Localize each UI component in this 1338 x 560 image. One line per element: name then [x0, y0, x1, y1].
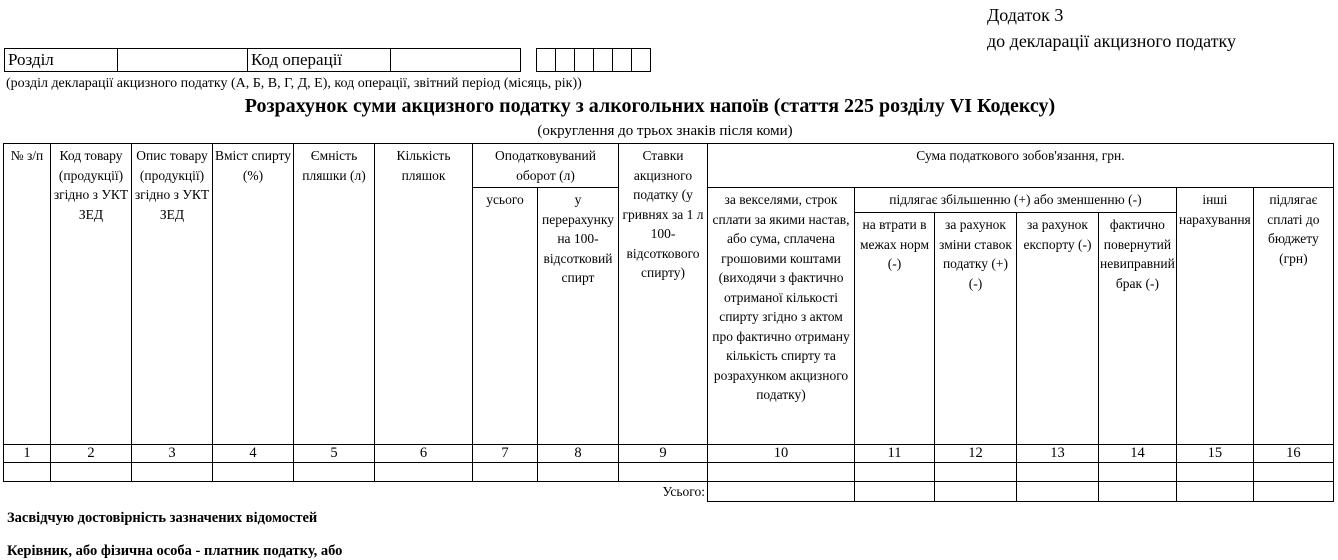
col-header-1: № з/п: [4, 144, 51, 445]
appendix-subtitle: до декларації акцизного податку: [987, 31, 1236, 51]
tax-table: [3, 143, 1334, 502]
period-box[interactable]: [575, 49, 594, 72]
col-header-16: підлягає сплаті до бюджету (грн): [1253, 188, 1333, 445]
table-cell[interactable]: [538, 463, 619, 482]
col-header-3: Опис товару (продукції) згідно з УКТ ЗЕД: [132, 144, 213, 445]
col-header-8: у перерахунку на 100-відсотковий спирт: [538, 188, 619, 445]
col-number: 5: [294, 445, 375, 463]
col-header-5: Ємність пляшки (л): [294, 144, 375, 445]
col-number: 2: [51, 445, 132, 463]
signatory-label: Керівник, або фізична особа - платник податку, або: [7, 543, 343, 559]
total-cell[interactable]: [708, 482, 855, 502]
table-cell[interactable]: [855, 463, 935, 482]
period-box[interactable]: [537, 49, 556, 72]
col-number: 3: [132, 445, 213, 463]
col-number: 11: [855, 445, 935, 463]
col-number: 14: [1099, 445, 1177, 463]
period-box[interactable]: [594, 49, 613, 72]
table-cell[interactable]: [473, 463, 538, 482]
col-header-13: за рахунок експорту (-): [1017, 213, 1099, 445]
rounding-note: (округлення до трьох знаків після коми): [537, 123, 793, 139]
col-header-2: Код товару (продукції) згідно з УКТ ЗЕД: [51, 144, 132, 445]
total-cell[interactable]: [855, 482, 935, 502]
col-header-15: інші нарахування: [1176, 188, 1253, 445]
table-cell[interactable]: [294, 463, 375, 482]
table-cell[interactable]: [619, 463, 708, 482]
col-number: 15: [1176, 445, 1253, 463]
period-box[interactable]: [632, 49, 651, 72]
col-number: 8: [538, 445, 619, 463]
table-cell[interactable]: [935, 463, 1017, 482]
total-cell[interactable]: [1253, 482, 1333, 502]
opcode-field[interactable]: [391, 49, 521, 72]
header-fields: [4, 48, 521, 72]
total-cell[interactable]: [1176, 482, 1253, 502]
appendix-heading: [987, 2, 1236, 54]
table-cell[interactable]: [132, 463, 213, 482]
table-cell[interactable]: [708, 463, 855, 482]
col-header-9: Ставки акцизного податку (у гривнях за 1 л 100-відсоткового спирту): [619, 144, 708, 445]
col-header-4: Вміст спирту (%): [213, 144, 294, 445]
group-header-turnover: Оподатковуваний оборот (л): [473, 144, 619, 188]
section-field[interactable]: [118, 49, 248, 72]
col-header-6: Кількість пляшок: [375, 144, 473, 445]
col-header-7: усього: [473, 188, 538, 445]
table-row: [4, 463, 1334, 482]
col-number: 1: [4, 445, 51, 463]
certify-statement: Засвідчую достовірність зазначених відомостей: [7, 510, 318, 526]
col-number: 16: [1253, 445, 1333, 463]
section-label: Розділ: [5, 49, 118, 72]
col-header-14: фактично повернутий невиправний брак (-): [1099, 213, 1177, 445]
total-label: Усього:: [4, 482, 708, 502]
header-note: (розділ декларації акцизного податку (А, Б, В, Г, Д, Е), код операції, звітний період (місяць, рік)): [6, 76, 582, 91]
col-number: 7: [473, 445, 538, 463]
col-number: 6: [375, 445, 473, 463]
table-cell[interactable]: [4, 463, 51, 482]
table-cell[interactable]: [1099, 463, 1177, 482]
table-cell[interactable]: [1253, 463, 1333, 482]
table-cell[interactable]: [1176, 463, 1253, 482]
page-title: Розрахунок суми акцизного податку з алкогольних напоїв (стаття 225 розділу VI Кодексу): [244, 95, 1056, 117]
total-cell[interactable]: [1017, 482, 1099, 502]
opcode-label: Код операції: [248, 49, 391, 72]
total-row: [4, 482, 1334, 502]
group-header-liability: Сума податкового зобов'язання, грн.: [708, 144, 1334, 188]
group-header-adjust: підлягає збільшенню (+) або зменшенню (-): [855, 188, 1177, 213]
table-cell[interactable]: [375, 463, 473, 482]
col-number: 12: [935, 445, 1017, 463]
col-number: 10: [708, 445, 855, 463]
col-header-11: на втрати в межах норм (-): [855, 213, 935, 445]
period-boxes: [536, 48, 651, 72]
table-cell[interactable]: [51, 463, 132, 482]
total-cell[interactable]: [935, 482, 1017, 502]
col-header-12: за рахунок зміни ставок податку (+) (-): [935, 213, 1017, 445]
table-cell[interactable]: [1017, 463, 1099, 482]
col-number: 9: [619, 445, 708, 463]
col-number: 13: [1017, 445, 1099, 463]
appendix-number: Додаток 3: [987, 5, 1064, 25]
col-header-10: за векселями, строк сплати за якими настав, або сума, сплачена грошовими коштами (виходячи з фактично отриманої кількості спирту згідно з актом про фактично отриману кількість спирту та розрахунком акцизного податку): [708, 188, 855, 445]
period-box[interactable]: [556, 49, 575, 72]
table-cell[interactable]: [213, 463, 294, 482]
total-cell[interactable]: [1099, 482, 1177, 502]
period-box[interactable]: [613, 49, 632, 72]
col-number: 4: [213, 445, 294, 463]
